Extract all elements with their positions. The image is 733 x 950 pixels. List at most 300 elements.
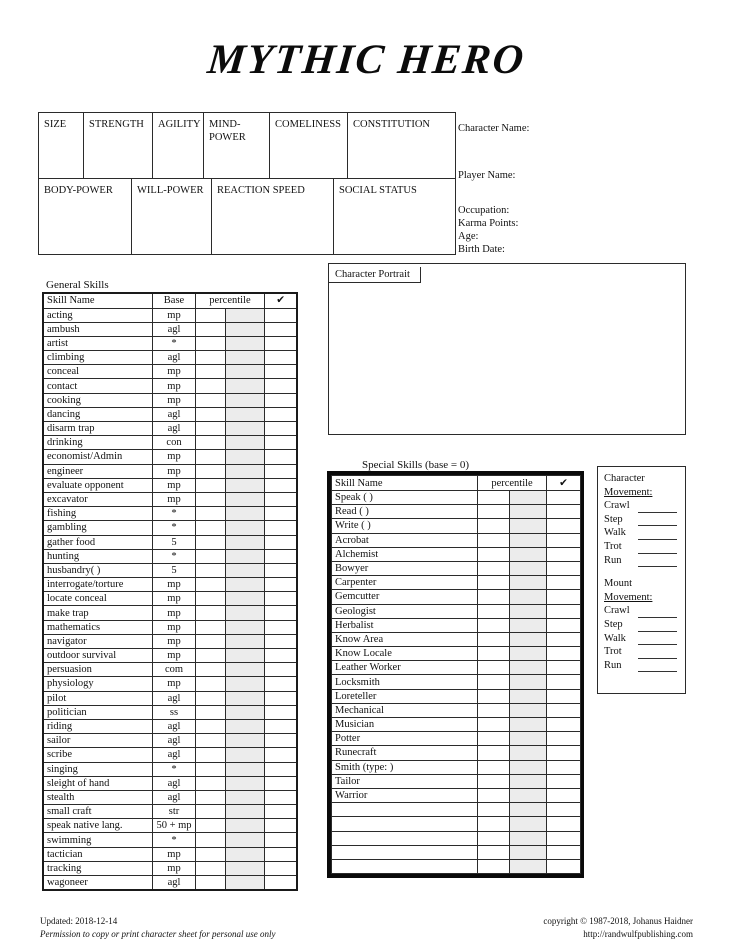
skill-percentile-cell[interactable] [195,734,225,748]
special-skill-name-cell[interactable] [332,831,478,845]
special-skill-name-cell[interactable]: Runecraft [332,746,478,760]
skill-percentile-cell[interactable] [195,336,225,350]
skill-percentile-shaded-cell[interactable] [225,762,264,776]
skill-base-cell: mp [153,606,195,620]
character-movement-rate-label: Trot [604,540,622,552]
skill-check-cell[interactable] [265,748,297,762]
skill-percentile-cell[interactable] [195,365,225,379]
skill-percentile-cell[interactable] [195,521,225,535]
special-skill-percentile-cell[interactable] [478,817,510,831]
skill-percentile-shaded-cell[interactable] [225,734,264,748]
character-movement-rate-field[interactable] [638,515,677,526]
skill-percentile-shaded-cell[interactable] [225,422,264,436]
special-skill-check-cell[interactable] [547,632,581,646]
skill-check-cell[interactable] [265,549,297,563]
skill-check-cell[interactable] [265,847,297,861]
skill-percentile-shaded-cell[interactable] [225,365,264,379]
special-skill-percentile-cell[interactable] [478,732,510,746]
skill-percentile-shaded-cell[interactable] [225,620,264,634]
skill-check-cell[interactable] [265,422,297,436]
skill-percentile-cell[interactable] [195,833,225,847]
skill-percentile-shaded-cell[interactable] [225,393,264,407]
special-skill-percentile-shaded-cell[interactable] [510,774,547,788]
skill-percentile-cell[interactable] [195,507,225,521]
skill-check-cell[interactable] [265,819,297,833]
special-skill-percentile-cell[interactable] [478,803,510,817]
special-skill-percentile-shaded-cell[interactable] [510,718,547,732]
table-row [43,748,297,762]
special-skill-name-cell[interactable]: Bowyer [332,561,478,575]
skill-base-cell: mp [153,847,195,861]
column-header-skill-name: Skill Name [43,293,153,308]
mount-movement-rate-field[interactable] [638,648,677,659]
skill-percentile-shaded-cell[interactable] [225,379,264,393]
skill-check-cell[interactable] [265,308,297,322]
skill-percentile-shaded-cell[interactable] [225,436,264,450]
special-skill-name-cell[interactable]: Write ( ) [332,519,478,533]
special-skill-percentile-cell[interactable] [478,703,510,717]
special-skill-percentile-shaded-cell[interactable] [510,703,547,717]
attribute-cell-agility[interactable]: AGILITY [153,113,204,178]
skill-name-cell: outdoor survival [43,649,153,663]
skill-check-cell[interactable] [265,677,297,691]
special-skill-percentile-shaded-cell[interactable] [510,505,547,519]
special-skill-percentile-shaded-cell[interactable] [510,491,547,505]
special-skill-percentile-cell[interactable] [478,632,510,646]
skill-percentile-shaded-cell[interactable] [225,535,264,549]
skill-percentile-shaded-cell[interactable] [225,847,264,861]
skill-check-cell[interactable] [265,578,297,592]
skill-percentile-cell[interactable] [195,663,225,677]
skill-percentile-cell[interactable] [195,861,225,875]
table-row [43,478,297,492]
skill-base-cell: agl [153,351,195,365]
skill-name-cell: drinking [43,436,153,450]
skill-check-cell[interactable] [265,861,297,875]
skill-percentile-cell[interactable] [195,563,225,577]
skill-check-cell[interactable] [265,492,297,506]
special-skill-check-cell[interactable] [547,647,581,661]
skill-percentile-cell[interactable] [195,464,225,478]
special-skill-percentile-cell[interactable] [478,533,510,547]
special-skill-percentile-shaded-cell[interactable] [510,803,547,817]
skill-percentile-shaded-cell[interactable] [225,634,264,648]
special-skill-name-cell[interactable]: Gemcutter [332,590,478,604]
attribute-cell-constitution[interactable]: CONSTITUTION [353,119,430,130]
special-skill-percentile-shaded-cell[interactable] [510,547,547,561]
special-skill-name-cell[interactable]: Warrior [332,788,478,802]
skill-check-cell[interactable] [265,478,297,492]
special-skill-check-cell[interactable] [547,547,581,561]
special-skill-name-cell[interactable]: Potter [332,732,478,746]
skill-percentile-shaded-cell[interactable] [225,776,264,790]
skill-percentile-cell[interactable] [195,578,225,592]
skill-check-cell[interactable] [265,592,297,606]
birth-date-label[interactable]: Birth Date: [458,244,505,255]
special-skill-name-cell[interactable] [332,817,478,831]
skill-percentile-cell[interactable] [195,308,225,322]
character-info [458,122,708,256]
special-skill-percentile-cell[interactable] [478,590,510,604]
skill-percentile-cell[interactable] [195,805,225,819]
special-skill-check-cell[interactable] [547,661,581,675]
skill-check-cell[interactable] [265,705,297,719]
attribute-cell-reaction-speed[interactable]: REACTION SPEED [212,179,334,255]
footer-right [543,915,693,941]
skill-percentile-shaded-cell[interactable] [225,478,264,492]
mount-movement-rate-label: Crawl [604,605,630,617]
publisher-website[interactable]: http://randwulfpublishing.com [583,929,693,939]
skill-percentile-shaded-cell[interactable] [225,833,264,847]
skill-percentile-shaded-cell[interactable] [225,322,264,336]
special-skill-name-cell[interactable]: Know Locale [332,647,478,661]
special-skill-percentile-cell[interactable] [478,547,510,561]
skill-percentile-cell[interactable] [195,649,225,663]
special-skill-check-cell[interactable] [547,689,581,703]
special-skill-name-cell[interactable] [332,845,478,859]
skill-base-cell: agl [153,719,195,733]
skill-percentile-shaded-cell[interactable] [225,592,264,606]
skill-percentile-cell[interactable] [195,436,225,450]
special-skill-check-cell[interactable] [547,604,581,618]
skill-percentile-cell[interactable] [195,393,225,407]
skill-base-cell: mp [153,450,195,464]
attribute-cell-size[interactable]: SIZE [39,113,84,178]
skill-percentile-cell[interactable] [195,351,225,365]
special-skill-percentile-shaded-cell[interactable] [510,845,547,859]
skill-percentile-cell[interactable] [195,705,225,719]
special-skill-check-cell[interactable] [547,491,581,505]
skill-check-cell[interactable] [265,805,297,819]
general-skills-table [42,292,298,891]
skill-name-cell: conceal [43,365,153,379]
skill-percentile-shaded-cell[interactable] [225,407,264,421]
special-skill-percentile-shaded-cell[interactable] [510,604,547,618]
skill-percentile-cell[interactable] [195,592,225,606]
skill-percentile-shaded-cell[interactable] [225,606,264,620]
special-skill-name-cell[interactable] [332,859,478,873]
special-skill-check-cell[interactable] [547,831,581,845]
special-skill-name-cell[interactable]: Speak ( ) [332,491,478,505]
skill-base-cell: str [153,805,195,819]
skill-name-cell: wagoneer [43,876,153,891]
special-skill-name-cell[interactable]: Alchemist [332,547,478,561]
character-movement-rate-field[interactable] [638,502,677,513]
attribute-cell-social-status[interactable]: SOCIAL STATUS [339,185,417,196]
special-skill-percentile-cell[interactable] [478,604,510,618]
age-label[interactable]: Age: [458,231,479,242]
skill-percentile-cell[interactable] [195,819,225,833]
special-skill-check-cell[interactable] [547,746,581,760]
character-portrait-box[interactable] [328,263,686,435]
table-row [332,732,581,746]
special-skill-percentile-cell[interactable] [478,774,510,788]
skill-check-cell[interactable] [265,776,297,790]
mount-movement-row [604,659,685,673]
skill-percentile-cell[interactable] [195,549,225,563]
special-skill-name-cell[interactable]: Loreteller [332,689,478,703]
special-skill-percentile-shaded-cell[interactable] [510,788,547,802]
skill-check-cell[interactable] [265,521,297,535]
special-skill-percentile-cell[interactable] [478,576,510,590]
table-row [332,703,581,717]
skill-percentile-shaded-cell[interactable] [225,805,264,819]
attribute-cell-mind-power[interactable]: MIND-POWER [204,113,270,178]
skill-check-cell[interactable] [265,563,297,577]
special-skill-percentile-shaded-cell[interactable] [510,647,547,661]
mount-movement-rate-field[interactable] [638,634,677,645]
skill-percentile-shaded-cell[interactable] [225,748,264,762]
skill-base-cell: ss [153,705,195,719]
skill-base-cell: mp [153,464,195,478]
special-skill-name-cell[interactable]: Mechanical [332,703,478,717]
skill-base-cell: mp [153,677,195,691]
special-skill-percentile-cell[interactable] [478,675,510,689]
skill-check-cell[interactable] [265,336,297,350]
skill-percentile-cell[interactable] [195,677,225,691]
skill-check-cell[interactable] [265,379,297,393]
skill-check-cell[interactable] [265,436,297,450]
special-skill-percentile-cell[interactable] [478,618,510,632]
skill-percentile-shaded-cell[interactable] [225,691,264,705]
skill-percentile-cell[interactable] [195,847,225,861]
table-row [43,691,297,705]
skill-percentile-shaded-cell[interactable] [225,861,264,875]
special-skill-check-cell[interactable] [547,533,581,547]
player-name-label[interactable]: Player Name: [458,170,516,181]
skill-percentile-cell[interactable] [195,762,225,776]
skill-check-cell[interactable] [265,407,297,421]
skill-percentile-shaded-cell[interactable] [225,578,264,592]
special-skill-check-cell[interactable] [547,561,581,575]
special-skill-check-cell[interactable] [547,675,581,689]
special-skill-name-cell[interactable]: Geologist [332,604,478,618]
skill-base-cell: mp [153,861,195,875]
skill-percentile-cell[interactable] [195,620,225,634]
mount-movement-rate-field[interactable] [638,621,677,632]
skill-percentile-shaded-cell[interactable] [225,719,264,733]
special-skill-percentile-cell[interactable] [478,788,510,802]
special-skill-name-cell[interactable] [332,803,478,817]
special-skill-check-cell[interactable] [547,576,581,590]
skill-percentile-cell[interactable] [195,407,225,421]
skill-check-cell[interactable] [265,535,297,549]
skill-percentile-cell[interactable] [195,606,225,620]
skill-name-cell: physiology [43,677,153,691]
skill-name-cell: ambush [43,322,153,336]
skill-percentile-shaded-cell[interactable] [225,507,264,521]
mount-movement-rate-field[interactable] [638,607,677,618]
special-skill-percentile-cell[interactable] [478,845,510,859]
skill-check-cell[interactable] [265,833,297,847]
table-row [43,521,297,535]
special-skill-name-cell[interactable]: Carpenter [332,576,478,590]
special-skill-name-cell[interactable]: Locksmith [332,675,478,689]
attribute-cell-strength[interactable]: STRENGTH [84,113,153,178]
skill-check-cell[interactable] [265,663,297,677]
table-row [43,464,297,478]
special-skill-percentile-cell[interactable] [478,689,510,703]
skill-check-cell[interactable] [265,649,297,663]
special-skill-name-cell[interactable]: Read ( ) [332,505,478,519]
skill-check-cell[interactable] [265,719,297,733]
special-skill-percentile-cell[interactable] [478,859,510,873]
attribute-cell-comeliness[interactable]: COMELINESS [270,113,348,178]
skill-percentile-cell[interactable] [195,492,225,506]
occupation-label[interactable]: Occupation: [458,205,510,216]
skill-percentile-shaded-cell[interactable] [225,649,264,663]
special-skill-percentile-cell[interactable] [478,561,510,575]
mount-movement-rate-label: Step [604,618,623,630]
skill-percentile-cell[interactable] [195,450,225,464]
skill-percentile-cell[interactable] [195,379,225,393]
skill-percentile-cell[interactable] [195,634,225,648]
skill-check-cell[interactable] [265,876,297,891]
skill-percentile-shaded-cell[interactable] [225,677,264,691]
skill-percentile-cell[interactable] [195,691,225,705]
special-skill-percentile-shaded-cell[interactable] [510,817,547,831]
mount-movement-rate-field[interactable] [638,661,677,672]
special-skill-check-cell[interactable] [547,718,581,732]
skill-name-cell: speak native lang. [43,819,153,833]
special-skill-percentile-shaded-cell[interactable] [510,561,547,575]
special-skill-percentile-shaded-cell[interactable] [510,689,547,703]
special-skill-check-cell[interactable] [547,774,581,788]
skill-percentile-shaded-cell[interactable] [225,450,264,464]
special-skill-percentile-cell[interactable] [478,519,510,533]
skill-check-cell[interactable] [265,507,297,521]
special-skill-name-cell[interactable]: Herbalist [332,618,478,632]
special-skill-percentile-shaded-cell[interactable] [510,618,547,632]
special-skill-check-cell[interactable] [547,505,581,519]
skill-check-cell[interactable] [265,351,297,365]
skill-check-cell[interactable] [265,606,297,620]
special-skill-check-cell[interactable] [547,618,581,632]
special-skill-percentile-shaded-cell[interactable] [510,746,547,760]
special-skill-check-cell[interactable] [547,732,581,746]
character-movement-rate-field[interactable] [638,529,677,540]
skill-check-cell[interactable] [265,691,297,705]
special-skill-percentile-shaded-cell[interactable] [510,675,547,689]
skill-percentile-shaded-cell[interactable] [225,351,264,365]
special-skill-check-cell[interactable] [547,803,581,817]
special-skill-percentile-shaded-cell[interactable] [510,576,547,590]
skill-check-cell[interactable] [265,450,297,464]
skill-percentile-cell[interactable] [195,422,225,436]
skill-percentile-shaded-cell[interactable] [225,492,264,506]
character-movement-row [604,554,685,568]
special-skill-check-cell[interactable] [547,703,581,717]
special-skill-percentile-cell[interactable] [478,505,510,519]
skill-check-cell[interactable] [265,393,297,407]
skill-check-cell[interactable] [265,762,297,776]
skill-percentile-cell[interactable] [195,876,225,891]
skill-percentile-cell[interactable] [195,322,225,336]
skill-percentile-shaded-cell[interactable] [225,521,264,535]
special-skill-percentile-cell[interactable] [478,760,510,774]
skill-percentile-shaded-cell[interactable] [225,819,264,833]
skill-check-cell[interactable] [265,322,297,336]
skill-percentile-shaded-cell[interactable] [225,876,264,891]
special-skill-name-cell[interactable]: Smith (type: ) [332,760,478,774]
skill-percentile-cell[interactable] [195,719,225,733]
special-skill-check-cell[interactable] [547,788,581,802]
special-skill-percentile-shaded-cell[interactable] [510,632,547,646]
skill-percentile-cell[interactable] [195,748,225,762]
skill-name-cell: swimming [43,833,153,847]
special-skill-check-cell[interactable] [547,845,581,859]
special-skill-check-cell[interactable] [547,760,581,774]
skill-percentile-cell[interactable] [195,776,225,790]
special-skill-percentile-cell[interactable] [478,718,510,732]
special-skill-check-cell[interactable] [547,519,581,533]
skill-check-cell[interactable] [265,634,297,648]
special-skill-name-cell[interactable]: Acrobat [332,533,478,547]
special-skill-percentile-cell[interactable] [478,647,510,661]
table-row [43,705,297,719]
special-skill-percentile-shaded-cell[interactable] [510,831,547,845]
skill-percentile-shaded-cell[interactable] [225,563,264,577]
skill-check-cell[interactable] [265,365,297,379]
special-skill-check-cell[interactable] [547,590,581,604]
character-movement-rate-field[interactable] [638,556,677,567]
mount-movement-title-line1: Mount [604,578,633,590]
special-skill-percentile-cell[interactable] [478,661,510,675]
column-header-percentile: percentile [195,293,265,308]
attribute-cell-will-power[interactable]: WILL-POWER [132,179,212,255]
skill-percentile-shaded-cell[interactable] [225,308,264,322]
special-skill-percentile-shaded-cell[interactable] [510,519,547,533]
skill-check-cell[interactable] [265,790,297,804]
special-skill-name-cell[interactable]: Tailor [332,774,478,788]
skill-percentile-cell[interactable] [195,478,225,492]
special-skill-name-cell[interactable]: Musician [332,718,478,732]
skill-percentile-shaded-cell[interactable] [225,336,264,350]
special-skill-name-cell[interactable]: Leather Worker [332,661,478,675]
special-skill-name-cell[interactable]: Know Area [332,632,478,646]
skill-percentile-cell[interactable] [195,535,225,549]
skill-percentile-shaded-cell[interactable] [225,790,264,804]
skill-percentile-shaded-cell[interactable] [225,663,264,677]
special-skill-percentile-cell[interactable] [478,491,510,505]
special-skill-check-cell[interactable] [547,859,581,873]
special-skill-percentile-shaded-cell[interactable] [510,732,547,746]
special-skill-percentile-shaded-cell[interactable] [510,533,547,547]
special-skill-percentile-shaded-cell[interactable] [510,661,547,675]
karma-points-label[interactable]: Karma Points: [458,218,519,229]
special-skill-percentile-cell[interactable] [478,746,510,760]
skill-percentile-cell[interactable] [195,790,225,804]
skill-check-cell[interactable] [265,620,297,634]
skill-percentile-shaded-cell[interactable] [225,705,264,719]
skill-percentile-shaded-cell[interactable] [225,464,264,478]
skill-check-cell[interactable] [265,464,297,478]
attribute-cell-body-power[interactable]: BODY-POWER [39,179,132,255]
skill-check-cell[interactable] [265,734,297,748]
mount-movement-row [604,645,685,659]
special-skill-percentile-cell[interactable] [478,831,510,845]
character-name-label[interactable]: Character Name: [458,123,530,134]
special-skill-check-cell[interactable] [547,817,581,831]
skill-percentile-shaded-cell[interactable] [225,549,264,563]
skill-base-cell: agl [153,748,195,762]
character-movement-rate-field[interactable] [638,543,677,554]
special-skill-percentile-shaded-cell[interactable] [510,859,547,873]
special-skill-percentile-shaded-cell[interactable] [510,760,547,774]
character-movement-rate-label: Crawl [604,500,630,512]
special-skill-percentile-shaded-cell[interactable] [510,590,547,604]
character-movement-rates [604,499,685,567]
